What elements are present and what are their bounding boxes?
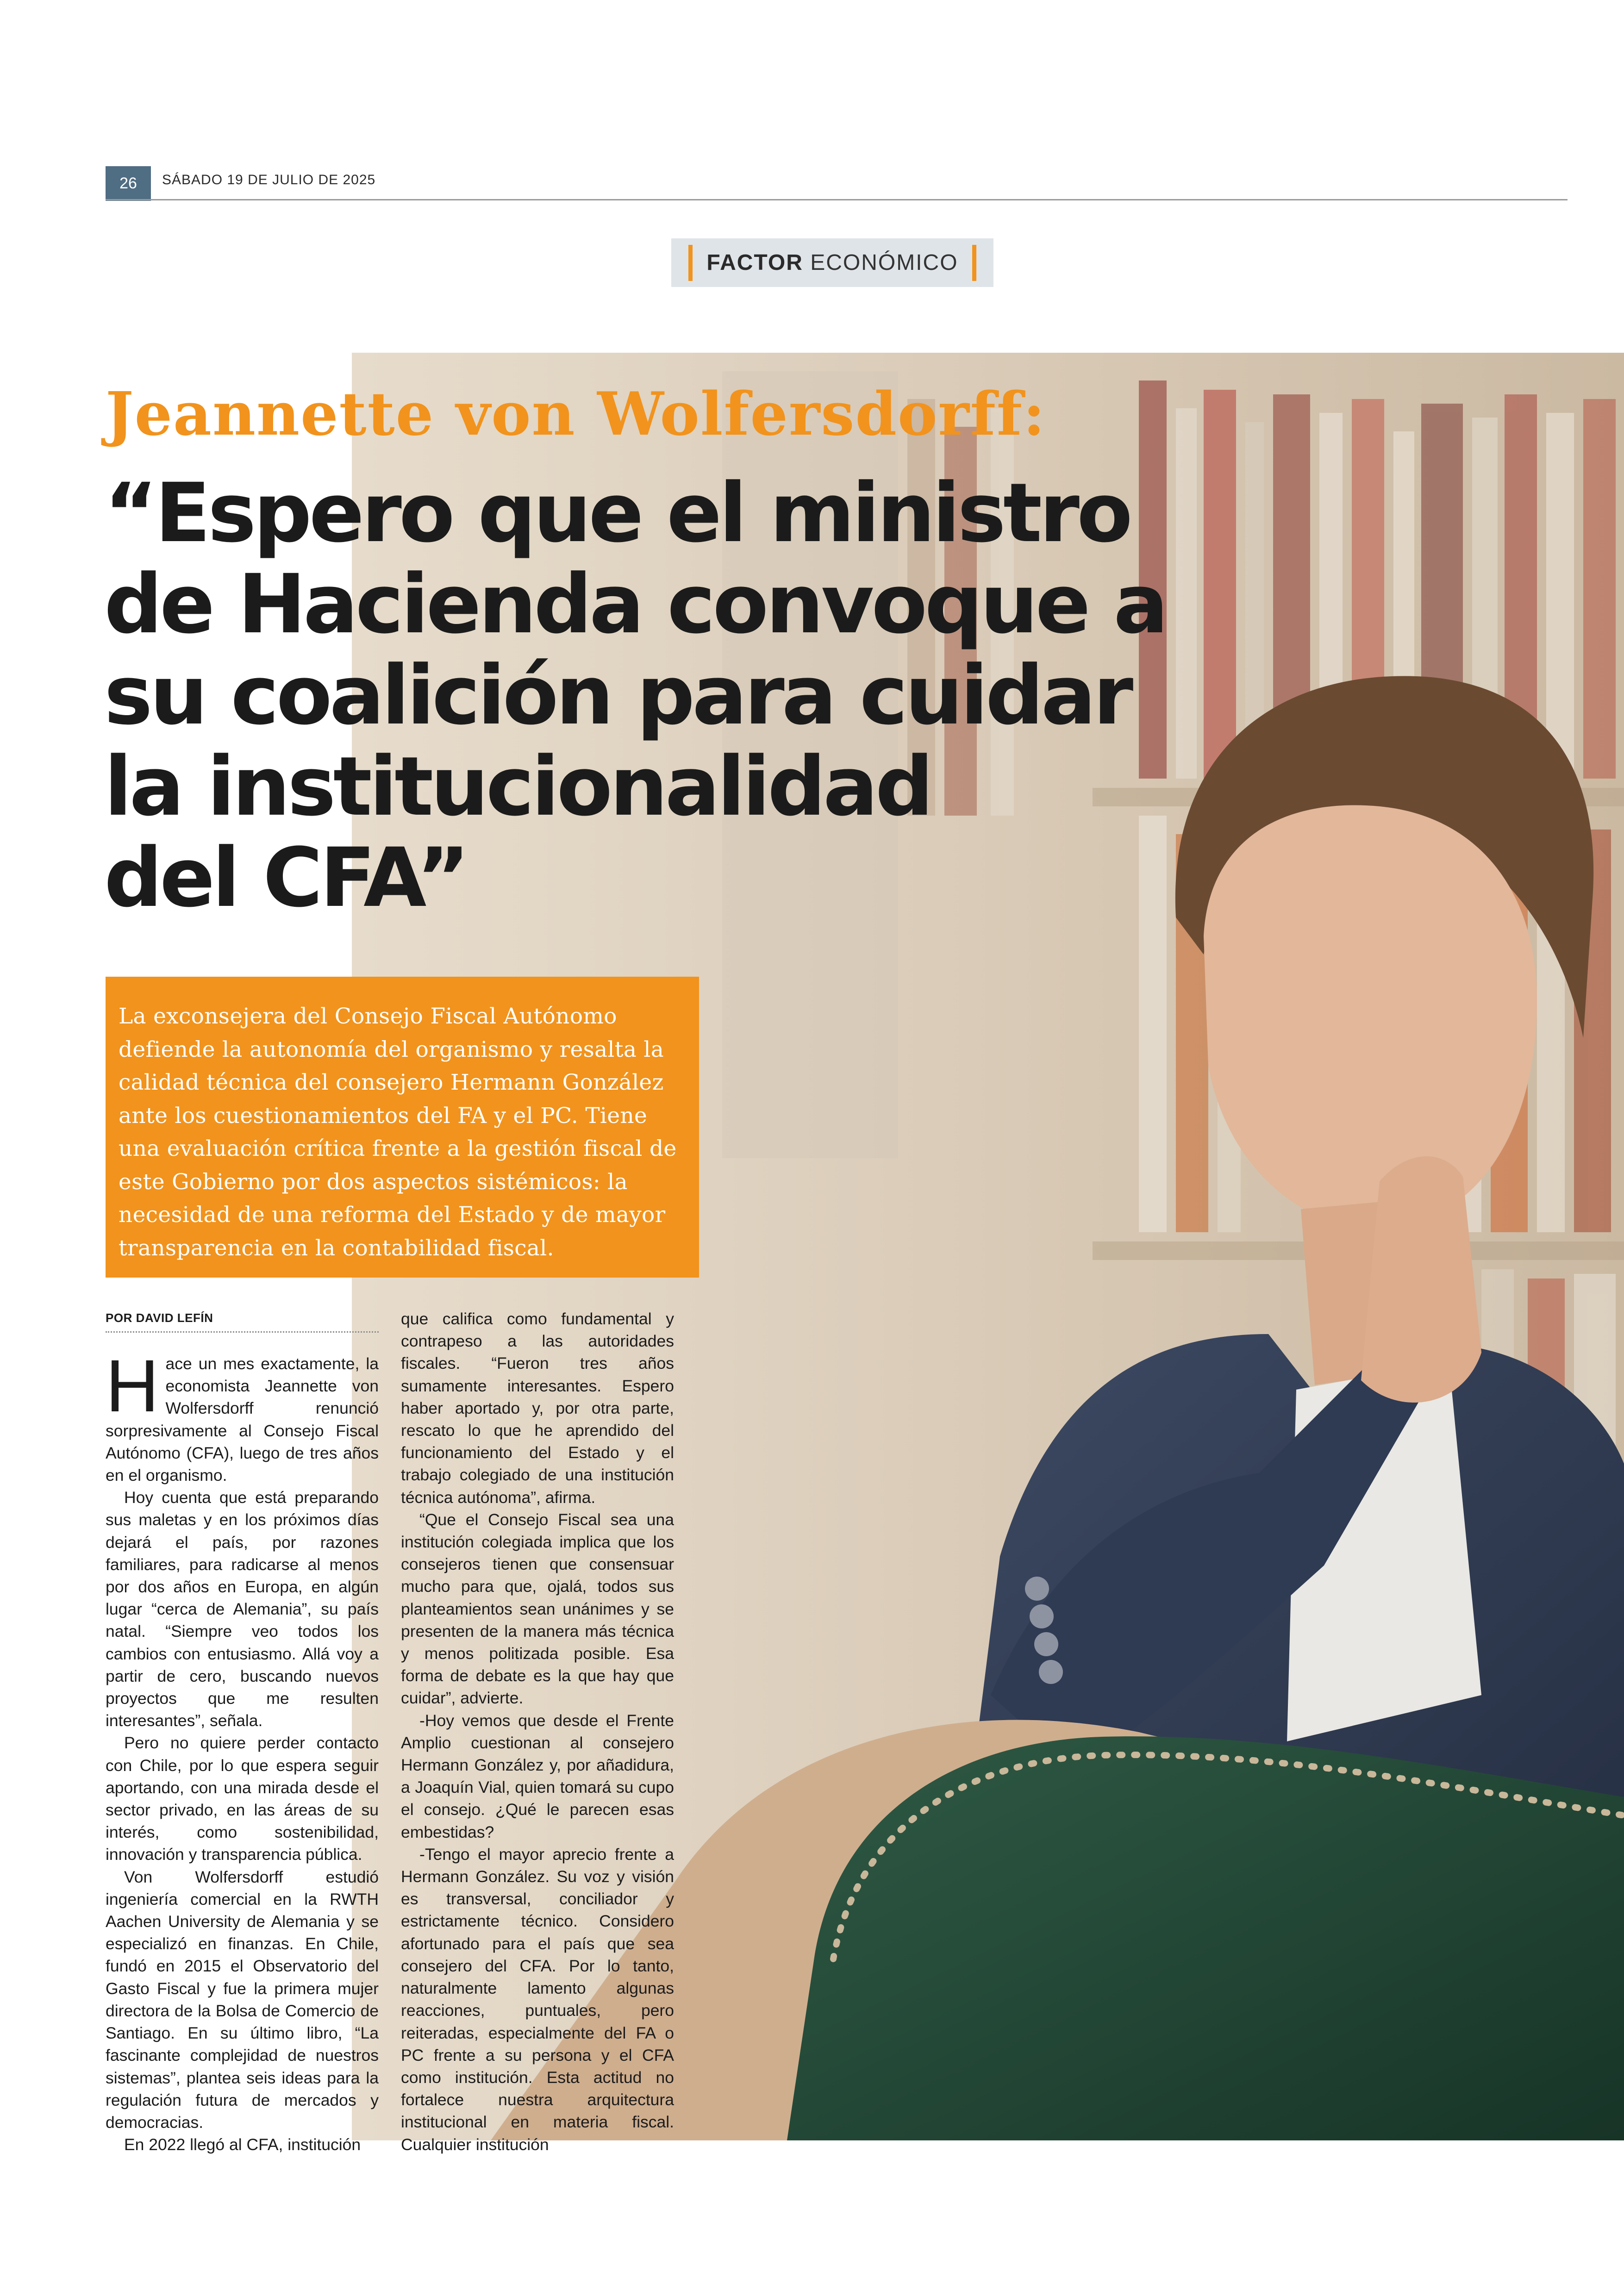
body-paragraph: “Que el Consejo Fiscal sea una institución colegiada implica que los consejeros tienen que consensuar mucho para que, ojalá, todos sus planteamientos sean unánimes y se presenten de la manera más técnica y menos politizada posible. Esa forma de debate es la que hay que cuidar”, advierte. (401, 1510, 674, 1708)
headline-line: su coalición para cuidar (104, 648, 1131, 743)
body-paragraph: que califica como fundamental y contrapeso a las autoridades fiscales. “Fueron tres años sumamente interesantes. Espero haber aportado y, por otra parte, rescato lo que he aprendido del funcionamiento del Estado y el trabajo colegiado de una institución técnica autónoma”, afirma. (401, 1310, 674, 1507)
section-label-bold: FACTOR (706, 250, 803, 275)
body-paragraph: ace un mes exactamente, la economista Jeannette von Wolfersdorff renunció sorpresivamente al Consejo Fiscal Autónomo (CFA), luego de tres años en el organismo. (106, 1354, 379, 1485)
drop-cap: H (106, 1344, 159, 1427)
interviewee-name: Jeannette von Wolfersdorff: (106, 380, 1046, 449)
badge-bar-left (688, 245, 693, 281)
byline: POR DAVID LEFÍN (106, 1311, 213, 1325)
headline-line: del CFA” (104, 830, 467, 925)
byline-divider (106, 1331, 379, 1333)
article-column-2 (401, 1308, 674, 2156)
body-paragraph: Pero no quiere perder contacto con Chile, por lo que espera seguir aportando, con una mirada desde el sector privado, en las áreas de su interés, como sostenibilidad, innovación y transparencia pública. (106, 1734, 379, 1864)
headline (104, 468, 1169, 923)
section-label-light: ECONÓMICO (810, 250, 958, 275)
headline-line: de Hacienda convoque a (104, 557, 1166, 652)
body-paragraph: Hoy cuenta que está preparando sus maletas y en los próximos días dejará el país, por razones familiares, para radicarse al menos por dos años en Europa, en algún lugar “cerca de Alemania”, su país natal. “Siempre veo todos los cambios con entusiasmo. Allá voy a partir de cero, buscando nuevos proyectos que me resulten interesantes”, señala. (106, 1488, 379, 1730)
header-divider (106, 199, 1568, 200)
badge-bar-right (972, 245, 976, 281)
lead-box (106, 977, 699, 1278)
answer-paragraph: -Tengo el mayor aprecio frente a Hermann González. Su voz y visión es transversal, conciliador y estrictamente técnico. Considero afortunado para el país que sea consejero del CFA. Por lo tanto, naturalmente lamento algunas reacciones, puntuales, pero reiteradas, especialmente del FA o PC frente a su persona y el CFA como institución. Esta actitud no fortalece nuestra arquitectura institucional en materia fiscal. Cualquier institución (401, 1845, 674, 2154)
body-paragraph: En 2022 llegó al CFA, institución (124, 2135, 361, 2154)
headline-line: la institucionalidad (104, 739, 931, 834)
page-number: 26 (106, 166, 151, 201)
article-column-1 (106, 1344, 379, 2156)
question-paragraph: -Hoy vemos que desde el Frente Amplio cuestionan al consejero Hermann González y, por añadidura, a Joaquín Vial, quien tomará su cupo el consejo. ¿Qué le parecen esas embestidas? (401, 1711, 674, 1841)
headline-line: “Espero que el ministro (104, 466, 1130, 561)
section-label (706, 250, 958, 275)
issue-date: SÁBADO 19 DE JULIO DE 2025 (162, 172, 376, 187)
body-paragraph: Von Wolfersdorff estudió ingeniería comercial en la RWTH Aachen University de Alemania y se especializó en finanzas. En Chile, fundó en 2015 el Observatorio del Gasto Fiscal y fue la primera mujer directora de la Bolsa de Comercio de Santiago. En su último libro, “La fascinante complejidad de nuestros sistemas”, plantea seis ideas para la regulación futura de mercados y democracias. (106, 1867, 379, 2132)
lead-paragraph: La exconsejera del Consejo Fiscal Autónomo defiende la autonomía del organismo y resalta la calidad técnica del consejero Hermann González ante los cuestionamientos del FA y el PC. Tiene una evaluación crítica frente a la gestión fiscal de este Gobierno por dos aspectos sistémicos: la necesidad de una reforma del Estado y de mayor transparencia en la contabilidad fiscal. (119, 1004, 677, 1261)
section-badge (671, 238, 993, 287)
